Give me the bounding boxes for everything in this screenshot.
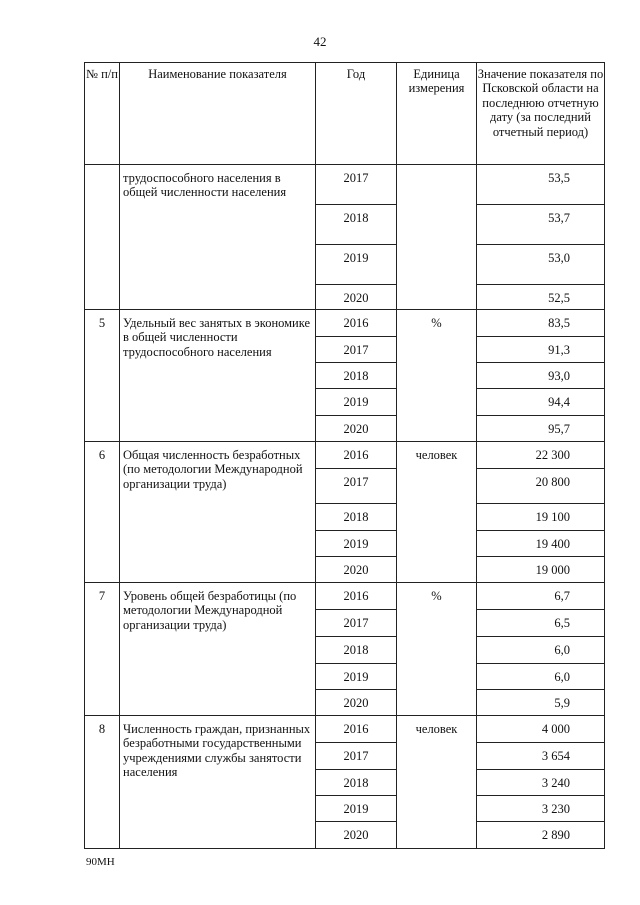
year-text: 2016 — [343, 316, 369, 330]
year-cell — [316, 557, 397, 583]
value-cell — [477, 285, 605, 310]
value-cell — [477, 504, 605, 531]
table-row — [85, 716, 605, 743]
year-cell — [316, 637, 397, 664]
year-text: 2017 — [343, 749, 369, 763]
value-cell — [477, 770, 605, 796]
value-cell — [477, 165, 605, 205]
year-text: 2020 — [343, 563, 369, 577]
year-text: 2018 — [343, 643, 369, 657]
indicator-name: Уровень общей безработицы (по методологии Международной организации труда) — [120, 583, 316, 716]
unit-cell — [397, 165, 477, 310]
value-text: 6,0 — [554, 670, 570, 684]
value-cell — [477, 442, 605, 469]
value-text: 93,0 — [548, 369, 570, 383]
value-cell — [477, 531, 605, 557]
unit-cell: человек — [397, 442, 477, 583]
indicator-name: трудоспособного населения в общей численности населения — [120, 165, 316, 310]
year-cell — [316, 664, 397, 690]
value-cell — [477, 245, 605, 285]
unit-cell: % — [397, 583, 477, 716]
value-text: 3 240 — [541, 776, 570, 790]
value-cell — [477, 337, 605, 363]
year-text: 2019 — [343, 395, 369, 409]
value-text: 3 654 — [541, 749, 570, 763]
year-text: 2017 — [343, 343, 369, 357]
year-text: 2019 — [343, 670, 369, 684]
value-cell — [477, 583, 605, 610]
header-unit: Единица измерения — [397, 63, 477, 165]
value-text: 2 890 — [541, 828, 570, 842]
value-cell — [477, 310, 605, 337]
year-text: 2018 — [343, 369, 369, 383]
value-cell — [477, 416, 605, 442]
year-text: 2019 — [343, 802, 369, 816]
value-cell — [477, 690, 605, 716]
unit-cell: % — [397, 310, 477, 442]
value-cell — [477, 389, 605, 416]
page-number: 42 — [313, 34, 327, 49]
value-text: 53,7 — [548, 211, 570, 225]
unit-cell: человек — [397, 716, 477, 849]
indicator-number: 7 — [85, 583, 120, 716]
indicator-table — [84, 62, 605, 849]
value-cell — [477, 469, 605, 504]
year-cell — [316, 205, 397, 245]
value-text: 95,7 — [548, 422, 570, 436]
value-text: 83,5 — [548, 316, 570, 330]
year-text: 2019 — [343, 537, 369, 551]
year-cell — [316, 363, 397, 389]
year-cell — [316, 716, 397, 743]
year-text: 2017 — [343, 475, 369, 489]
indicator-number: 5 — [85, 310, 120, 442]
year-text: 2020 — [343, 291, 369, 305]
header-name: Наименование показателя — [120, 63, 316, 165]
table-row — [85, 165, 605, 205]
table-row — [85, 310, 605, 337]
year-text: 2018 — [343, 510, 369, 524]
year-cell — [316, 690, 397, 716]
value-text: 19 100 — [535, 510, 570, 524]
value-text: 19 000 — [535, 563, 570, 577]
header-year: Год — [316, 63, 397, 165]
year-cell — [316, 504, 397, 531]
year-cell — [316, 743, 397, 770]
value-text: 22 300 — [535, 448, 570, 462]
year-cell — [316, 442, 397, 469]
value-text: 52,5 — [548, 291, 570, 305]
value-text: 19 400 — [535, 537, 570, 551]
value-cell — [477, 637, 605, 664]
value-cell — [477, 363, 605, 389]
footer-code: 90МН — [86, 856, 115, 868]
value-text: 4 000 — [541, 722, 570, 736]
year-cell — [316, 285, 397, 310]
year-text: 2017 — [343, 616, 369, 630]
indicator-number — [85, 165, 120, 310]
year-text: 2020 — [343, 696, 369, 710]
year-text: 2018 — [343, 211, 369, 225]
table-header-row — [85, 63, 605, 165]
year-cell — [316, 337, 397, 363]
year-cell — [316, 583, 397, 610]
indicator-name: Численность граждан, признанных безработными государственными учреждениями службы занятости населения — [120, 716, 316, 849]
value-text: 6,5 — [554, 616, 570, 630]
year-cell — [316, 416, 397, 442]
year-text: 2019 — [343, 251, 369, 265]
value-text: 94,4 — [548, 395, 570, 409]
table-row — [85, 442, 605, 469]
value-cell — [477, 610, 605, 637]
value-text: 6,0 — [554, 643, 570, 657]
year-cell — [316, 310, 397, 337]
value-text: 53,0 — [548, 251, 570, 265]
year-text: 2020 — [343, 828, 369, 842]
year-text: 2020 — [343, 422, 369, 436]
year-text: 2018 — [343, 776, 369, 790]
value-cell — [477, 664, 605, 690]
year-text: 2017 — [343, 171, 369, 185]
value-cell — [477, 796, 605, 822]
indicator-number: 8 — [85, 716, 120, 849]
indicator-name: Общая численность безработных (по методологии Международной организации труда) — [120, 442, 316, 583]
value-text: 3 230 — [541, 802, 570, 816]
value-cell — [477, 205, 605, 245]
value-text: 20 800 — [535, 475, 570, 489]
year-cell — [316, 531, 397, 557]
year-cell — [316, 770, 397, 796]
year-cell — [316, 469, 397, 504]
year-cell — [316, 610, 397, 637]
year-text: 2016 — [343, 448, 369, 462]
year-text: 2016 — [343, 722, 369, 736]
year-text: 2016 — [343, 589, 369, 603]
year-cell — [316, 389, 397, 416]
value-text: 91,3 — [548, 343, 570, 357]
year-cell — [316, 165, 397, 205]
year-cell — [316, 245, 397, 285]
value-cell — [477, 822, 605, 849]
value-text: 5,9 — [554, 696, 570, 710]
table-row — [85, 583, 605, 610]
value-text: 6,7 — [554, 589, 570, 603]
value-text: 53,5 — [548, 171, 570, 185]
header-num: № п/п — [85, 63, 120, 165]
indicator-number: 6 — [85, 442, 120, 583]
value-cell — [477, 716, 605, 743]
header-value: Значение показателя по Псковской области на последнюю отчетную дату (за последний отчетный период) — [477, 63, 605, 165]
value-cell — [477, 557, 605, 583]
value-cell — [477, 743, 605, 770]
year-cell — [316, 796, 397, 822]
year-cell — [316, 822, 397, 849]
indicator-name: Удельный вес занятых в экономике в общей численности трудоспособного населения — [120, 310, 316, 442]
